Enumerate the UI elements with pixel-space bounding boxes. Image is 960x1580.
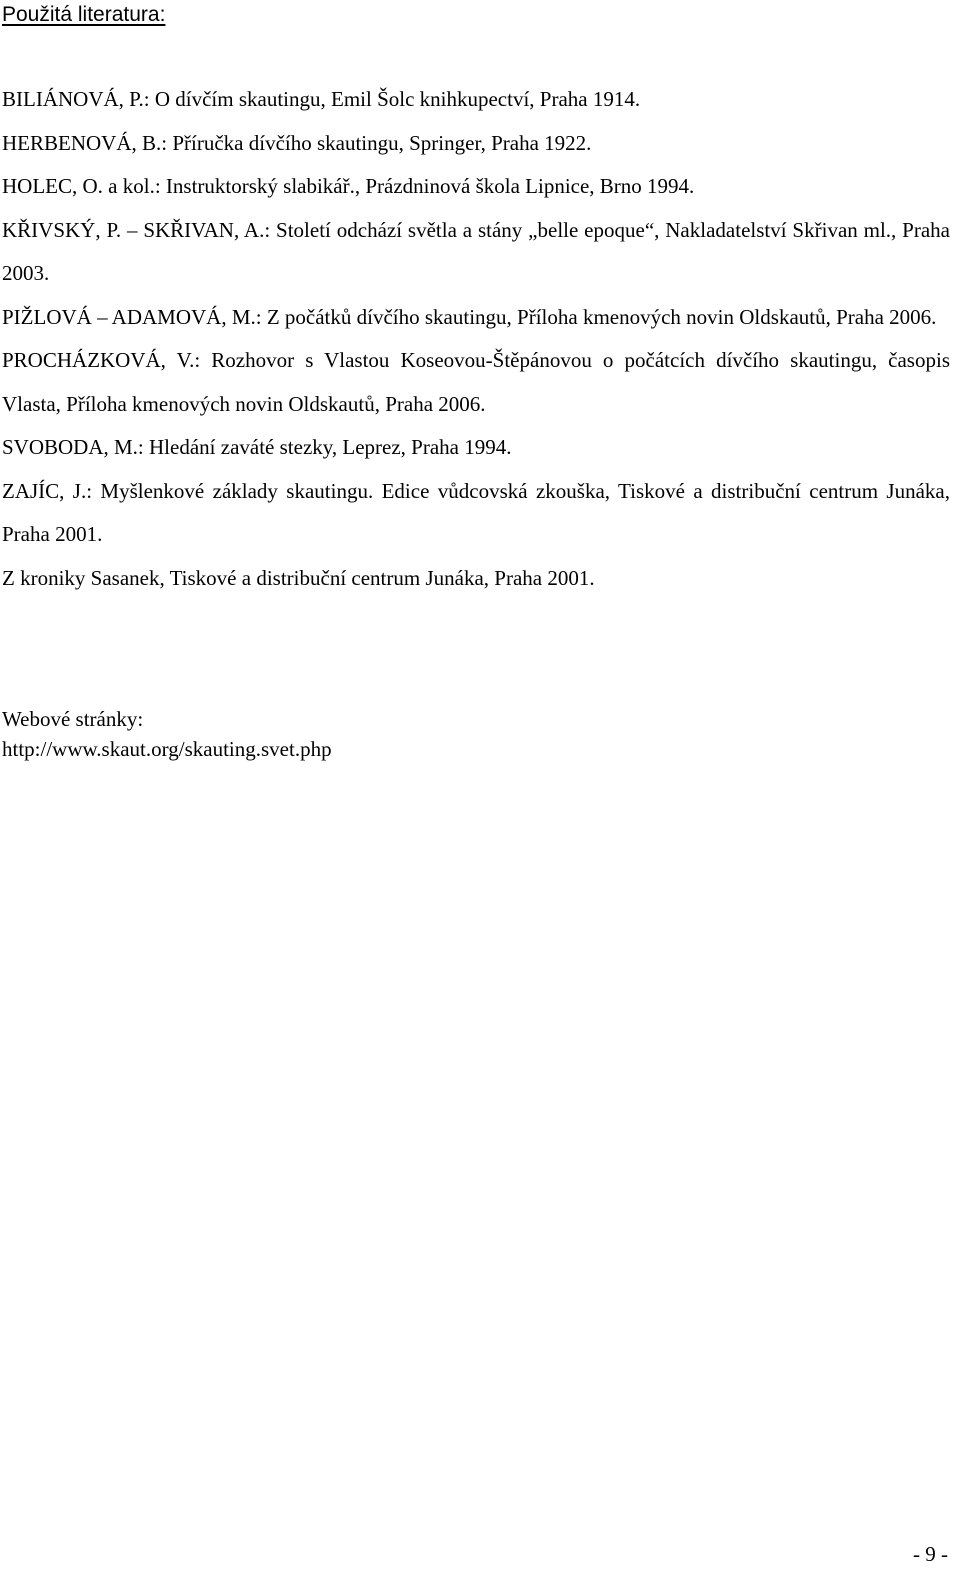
- reference-item: BILIÁNOVÁ, P.: O dívčím skautingu, Emil Šolc knihkupectví, Praha 1914.: [2, 87, 641, 111]
- reference-item: PROCHÁZKOVÁ, V.: Rozhovor s Vlastou Koseovou-Štěpánovou o počátcích dívčího skautingu, časopis Vlasta, Příloha kmenových novin Oldskautů, Praha 2006.: [2, 348, 950, 416]
- reference-list: [2, 78, 950, 600]
- web-source-url[interactable]: http://www.skaut.org/skauting.svet.php: [2, 737, 332, 761]
- reference-item: PIŽLOVÁ – ADAMOVÁ, M.: Z počátků dívčího skautingu, Příloha kmenových novin Oldskautů, Praha 2006.: [2, 304, 937, 329]
- reference-item: HERBENOVÁ, B.: Příručka dívčího skautingu, Springer, Praha 1922.: [2, 130, 592, 155]
- web-sources-label: Webové stránky:: [2, 707, 144, 731]
- web-sources: [2, 704, 332, 764]
- reference-item: SVOBODA, M.: Hledání zaváté stezky, Leprez, Praha 1994.: [2, 435, 512, 459]
- reference-item: KŘIVSKÝ, P. – SKŘIVAN, A.: Století odchází světla a stány „belle epoque“, Nakladatelství Skřivan ml., Praha 2003.: [2, 217, 950, 285]
- page-number: - 9 -: [913, 1542, 948, 1566]
- reference-item: Z kroniky Sasanek, Tiskové a distribuční centrum Junáka, Praha 2001.: [2, 565, 595, 590]
- bibliography-heading: Použitá literatura:: [2, 3, 166, 26]
- reference-item: ZAJÍC, J.: Myšlenkové základy skautingu. Edice vůdcovská zkouška, Tiskové a distribuční centrum Junáka, Praha 2001.: [2, 478, 950, 546]
- reference-item: HOLEC, O. a kol.: Instruktorský slabikář., Prázdninová škola Lipnice, Brno 1994.: [2, 174, 695, 198]
